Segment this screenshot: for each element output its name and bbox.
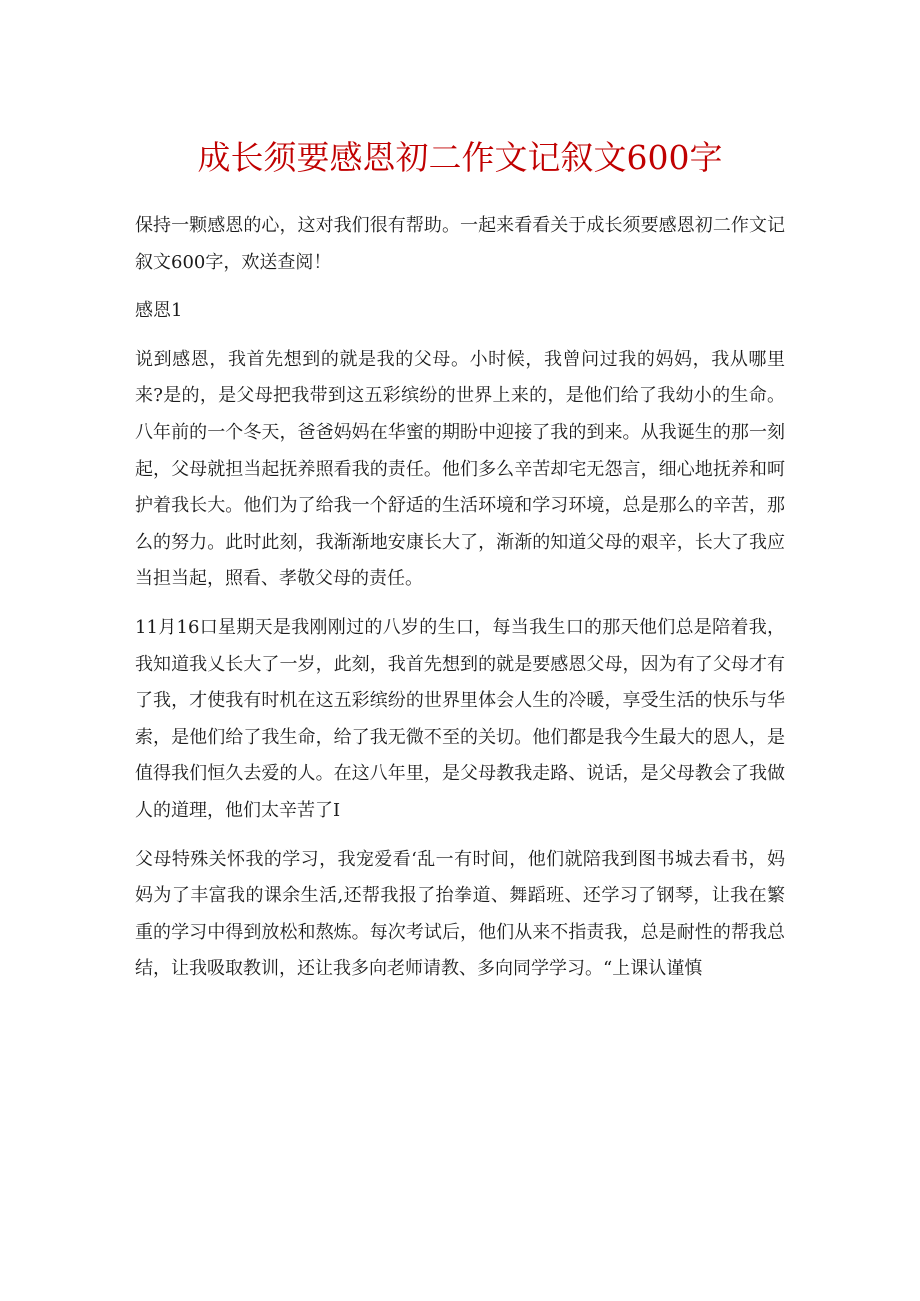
section-heading: 感恩1 (135, 300, 183, 322)
intro-paragraph: 保持一颗感恩的心，这对我们很有帮助。一起来看看关于成长须要感恩初二作文记叙文600字，欢送查阅！ (135, 215, 785, 273)
body-paragraph: 父母特殊关怀我的学习，我宠爱看‘乱一有时间，他们就陪我到图书城去看书，妈妈为了丰富我的课余生活,还帮我报了抬拳道、舞蹈班、还学习了钢琴，让我在繁重的学习中得到放松和熬炼。每次考试后，他们从来不指责我，总是耐性的帮我总结，让我吸取教训，还让我多向老师请教、多向同学学习。“上课认谨慎 (135, 848, 785, 980)
document-title: 成长须要感恩初二作文记叙文600字 (197, 138, 723, 177)
body-paragraph: 说到感恩，我首先想到的就是我的父母。小时候，我曾问过我的妈妈，我从哪里来?是的，是父母把我带到这五彩缤纷的世界上来的，是他们给了我幼小的生命。八年前的一个冬天，爸爸妈妈在华蜜的期盼中迎接了我的到来。从我诞生的那一刻起，父母就担当起抚养照看我的责任。他们多么辛苦却宅无怨言，细心地抚养和呵护着我长大。他们为了给我一个舒适的生活环境和学习环境，总是那么的辛苦，那么的努力。此时此刻，我渐渐地安康长大了，渐渐的知道父母的艰辛，长大了我应当担当起，照看、孝敬父母的责任。 (135, 348, 785, 590)
document-body (135, 208, 785, 1000)
body-paragraph: 11月16口星期天是我刚刚过的八岁的生口，每当我生口的那天他们总是陪着我，我知道我乂长大了一岁，此刻，我首先想到的就是要感恩父母，因为有了父母才有了我，才使我有时机在这五彩缤纷的世界里体会人生的冷暖，享受生活的快乐与华索，是他们给了我生命，给了我无微不至的关切。他们都是我今生最大的恩人，是值得我们恒久去爱的人。在这八年里，是父母教我走路、说话，是父母教会了我做人的道理，他们太辛苦了I (135, 616, 785, 821)
